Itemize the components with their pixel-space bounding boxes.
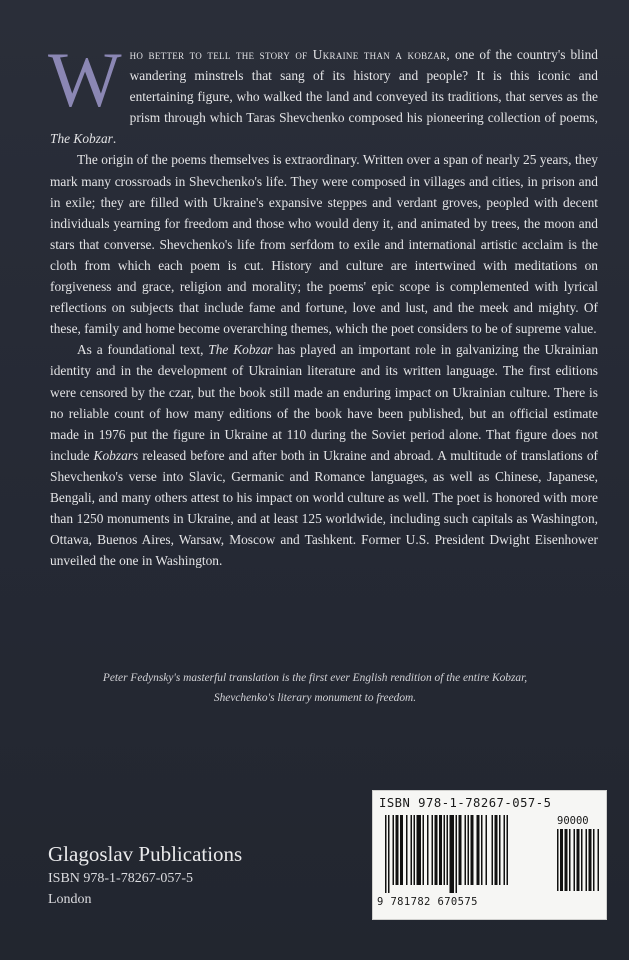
intro-paragraph [48, 36, 598, 149]
barcode-bar [456, 815, 458, 893]
barcode-bar [427, 815, 429, 885]
translation-note-line-2: Shevchenko's literary monument to freedom. [213, 692, 417, 704]
barcode-addon-bars [557, 829, 601, 899]
barcode-bar [598, 829, 600, 891]
barcode-bar [414, 815, 416, 885]
barcode-bar [468, 815, 470, 885]
p3-book-title: The Kobzar [208, 342, 273, 358]
drop-cap: W [48, 36, 122, 123]
intro-smallcaps-a: ho better to tell the story of [129, 47, 313, 62]
barcode-bar [499, 815, 501, 885]
intro-text-b: . [112, 131, 117, 147]
barcode-bar [560, 829, 563, 891]
barcode-bar [507, 815, 509, 885]
barcode-bar [481, 815, 483, 885]
translation-note-line-1: Peter Fedynsky's masterful translation is the first ever English rendition of the entire Kobzar, [102, 672, 528, 684]
barcode-bar [465, 815, 467, 885]
barcode-bar [492, 815, 494, 885]
barcode-bar [477, 815, 480, 885]
p3-text-a: As a foundational text, [77, 342, 209, 358]
barcode-ean-digits: 9 781782 670575 [377, 896, 478, 908]
barcode-label [372, 790, 607, 920]
barcode-bar [393, 815, 395, 885]
intro-text-a: one of the country's blind wandering minstrels that sang of its history and people? It is this iconic and entertaining figure, who walked the land and conveyed its traditions, that serves as the prism through which Taras Shevchenko composed his pioneering collection of poems, [129, 47, 598, 126]
p3-kobzars: Kobzars [93, 447, 139, 463]
barcode-bar [435, 815, 438, 885]
barcode-bar [574, 829, 576, 891]
translation-note [60, 668, 570, 708]
barcode-bar [444, 815, 446, 885]
barcode-bar [396, 815, 399, 885]
barcode-bar [385, 815, 387, 893]
barcode-bar [581, 829, 583, 891]
barcode-bar [411, 815, 413, 885]
barcode-bar [400, 815, 403, 885]
barcode-bar [388, 815, 390, 893]
barcode-bar [577, 829, 580, 891]
barcode-bar [423, 815, 425, 885]
barcode-bar [504, 815, 506, 885]
barcode-bar [417, 815, 422, 885]
publisher-city: London [48, 892, 92, 907]
barcode-bar [495, 815, 498, 885]
publisher-name: Glagoslav Publications [48, 842, 243, 866]
barcode-bar [569, 829, 571, 891]
barcode-addon-number: 90000 [557, 815, 589, 827]
blurb-text [48, 36, 599, 571]
barcode-bar [439, 815, 442, 885]
barcode-bar [432, 815, 434, 885]
barcode-bar [406, 815, 408, 885]
barcode-bar [593, 829, 595, 891]
publisher-info [48, 840, 242, 910]
intro-smallcaps-ukraine: Ukraine [312, 47, 359, 62]
barcode-bar [471, 815, 474, 885]
barcode-main-bars [385, 815, 553, 895]
barcode-bar [586, 829, 588, 891]
barcode-bar [565, 829, 568, 891]
publisher-isbn: ISBN 978-1-78267-057-5 [48, 871, 194, 886]
barcode-bar [447, 815, 449, 885]
barcode-bar [589, 829, 592, 891]
barcode-isbn-text: ISBN 978-1-78267-057-5 [379, 796, 552, 810]
intro-smallcaps-c: than a kobzar, [358, 47, 450, 62]
barcode-bar [486, 815, 488, 885]
origin-paragraph: The origin of the poems themselves is extraordinary. Written over a span of nearly 25 years, they mark many crossroads in Shevchenko's life. They were composed in villages and cities, in prison and in exile; they are filled with Ukraine's expansive steppes and verdant groves, peopled with decent individuals yearning for freedom and those who would deny it, and animated by trees, the moon and stars that converse. Shevchenko's life from serfdom to exile and international artistic acclaim is the cloth from which each poem is cut. History and culture are intertwined with meditations on forgiveness and grace, religion and morality; the poems' epic scope is complemented with lyrical reflections on subjects that include fame and fortune, love and lust, and the meek and mighty. Of these, family and home become overarching themes, which the poet considers to be of supreme value. [50, 152, 598, 337]
intro-book-title: The Kobzar [50, 131, 113, 147]
foundational-paragraph [50, 339, 598, 571]
barcode-bar [450, 815, 455, 893]
p3-text-b: has played an important role in galvanizing the Ukrainian identity and in the development of Ukrainian literature and its written language. The first editions were censored by the czar, but the book still made an enduring impact on Ukrainian culture. There is no reliable count of how many editions of the book have been published, but an official estimate made in 1976 put the figure in Ukraine at 110 during the Soviet period alone. That figure does not include [50, 342, 599, 463]
p3-text-c: released before and after both in Ukraine and abroad. A multitude of translations of Shevchenko's verse into Slavic, Germanic and Romance languages, as well as Chinese, Japanese, Bengali, and many others attest to his impact on world culture as well. The poet is honored with more than 1250 monuments in Ukraine, and at least 125 worldwide, including such capitals as Washington, Ottawa, Buenos Aires, Warsaw, Moscow and Tashkent. Former U.S. President Dwight Eisenhower unveiled the one in Washington. [50, 447, 598, 569]
barcode-bar [557, 829, 559, 891]
barcode-bar [459, 815, 462, 885]
